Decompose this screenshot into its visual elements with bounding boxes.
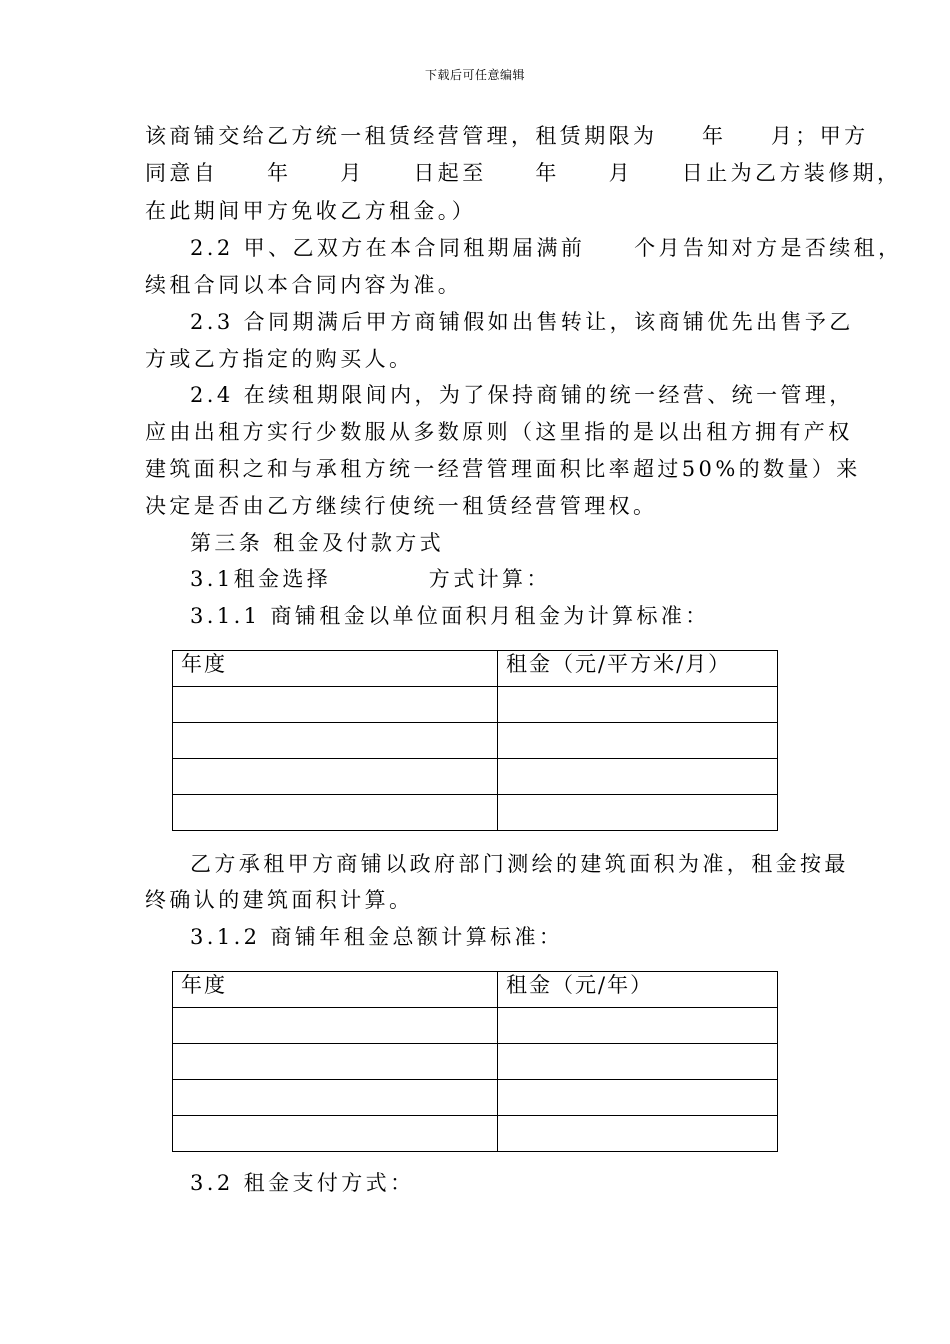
table-cell [498, 687, 778, 723]
text-line: 方或乙方指定的购买人。 [145, 347, 414, 371]
table-cell [498, 759, 778, 795]
table-cell [498, 1044, 778, 1080]
table-cell [173, 1044, 498, 1080]
table-cell [498, 1116, 778, 1152]
text-line: 建筑面积之和与承租方统一经营管理面积比率超过50%的数量）来 [145, 457, 861, 481]
table-header-cell: 租金（元/年） [498, 972, 778, 1008]
article-3-heading: 第三条 租金及付款方式 [190, 531, 445, 555]
text-line: 终确认的建筑面积计算。 [145, 888, 414, 912]
table-cell [173, 795, 498, 831]
clause-3-1-2: 3.1.2 商铺年租金总额计算标准： [190, 925, 564, 949]
table-row [173, 1116, 778, 1152]
text-line: 同意自 年 月 日起至 年 月 日止为乙方装修期， [145, 161, 902, 185]
table-header-row [173, 651, 778, 687]
table-cell [173, 687, 498, 723]
table-row [173, 1080, 778, 1116]
text-line: 续租合同以本合同内容为准。 [145, 273, 463, 297]
text-line: 在此期间甲方免收乙方租金。） [145, 199, 477, 223]
table-header-row [173, 972, 778, 1008]
clause-2-4: 2.4 在续租期限间内，为了保持商铺的统一经营、统一管理， [190, 383, 854, 407]
clause-3-2: 3.2 租金支付方式： [190, 1171, 415, 1195]
table-cell [173, 1008, 498, 1044]
clause-3-1: 3.1租金选择 方式计算： [190, 567, 551, 591]
text-line: 应由出租方实行少数服从多数原则（这里指的是以出租方拥有产权 [145, 420, 853, 444]
table-cell [498, 1008, 778, 1044]
table-cell [173, 1080, 498, 1116]
table-header-cell: 年度 [173, 972, 498, 1008]
table-row [173, 795, 778, 831]
clause-2-2: 2.2 甲、乙双方在本合同租期届满前 个月告知对方是否续租， [190, 236, 903, 260]
table-cell [173, 723, 498, 759]
table-row [173, 759, 778, 795]
clause-2-3: 2.3 合同期满后甲方商铺假如出售转让，该商铺优先出售予乙 [190, 310, 854, 334]
text-line: 乙方承租甲方商铺以政府部门测绘的建筑面积为准，租金按最 [190, 852, 849, 876]
table-row [173, 1044, 778, 1080]
text-line: 该商铺交给乙方统一租赁经营管理，租赁期限为 年 月；甲方 [145, 124, 869, 148]
monthly-rent-table [172, 650, 778, 831]
clause-3-1-1: 3.1.1 商铺租金以单位面积月租金为计算标准： [190, 604, 710, 628]
table-cell [498, 1080, 778, 1116]
page-header-note: 下载后可任意编辑 [424, 68, 525, 82]
table-row [173, 1008, 778, 1044]
table-header-cell: 年度 [173, 651, 498, 687]
table-row [173, 723, 778, 759]
annual-rent-table [172, 971, 778, 1152]
table-cell [498, 723, 778, 759]
table-cell [173, 759, 498, 795]
table-cell [498, 795, 778, 831]
text-line: 决定是否由乙方继续行使统一租赁经营管理权。 [145, 494, 658, 518]
table-cell [173, 1116, 498, 1152]
table-row [173, 687, 778, 723]
table-header-cell: 租金（元/平方米/月） [498, 651, 778, 687]
